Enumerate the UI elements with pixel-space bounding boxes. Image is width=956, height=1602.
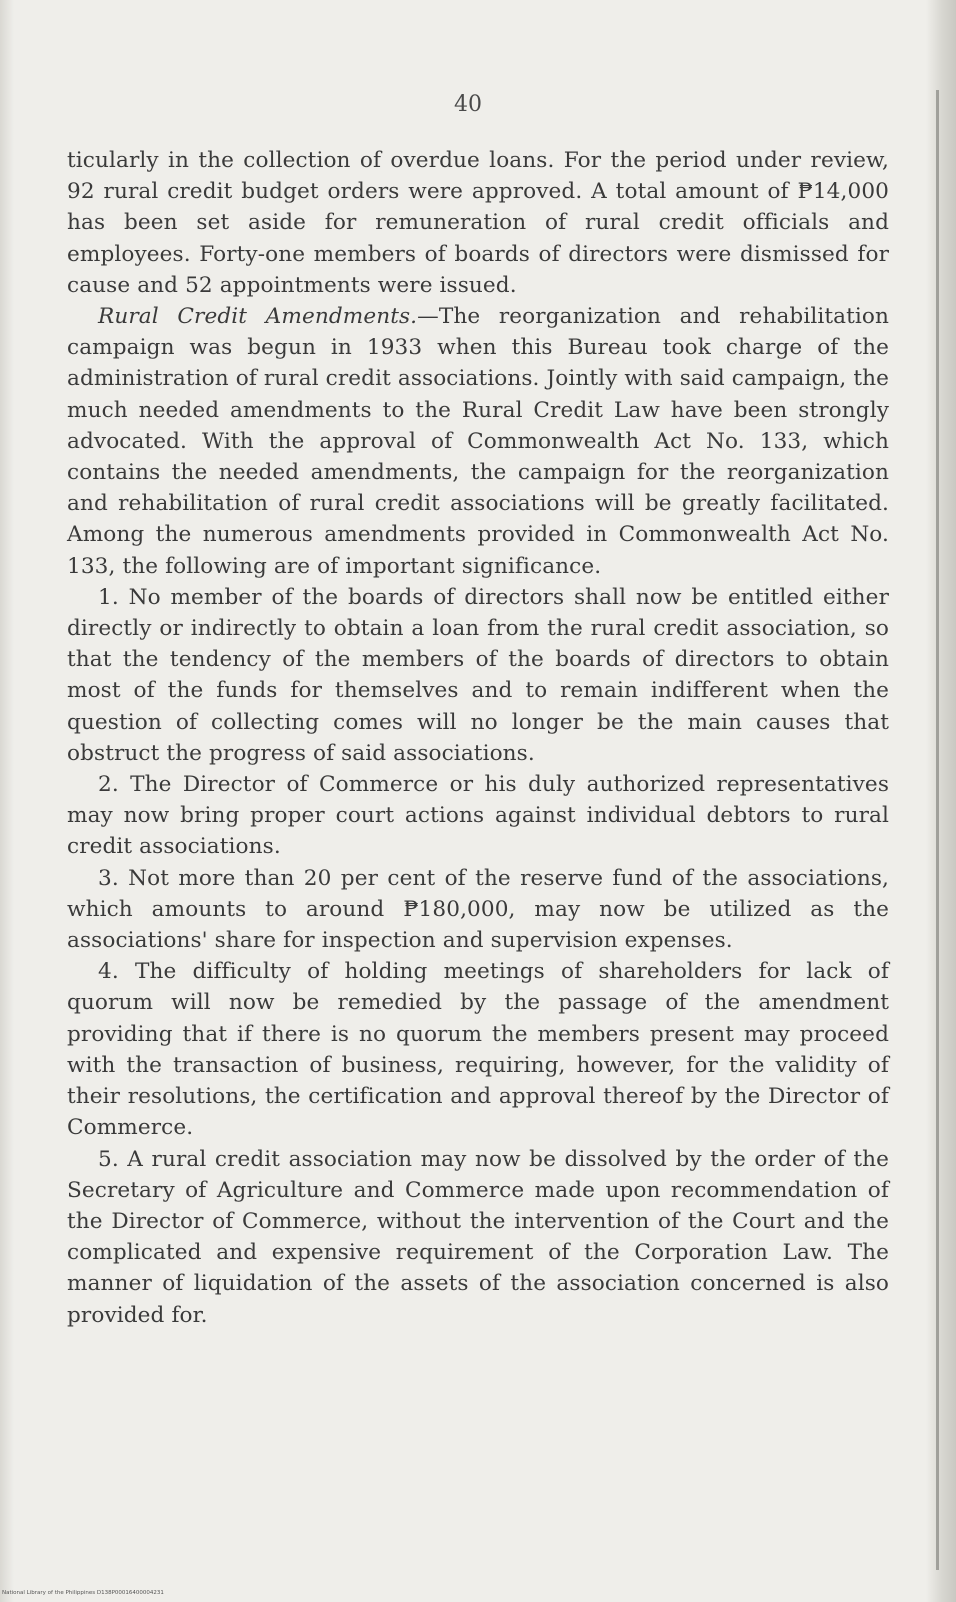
scan-edge-left — [0, 0, 14, 1602]
section-heading: Rural Credit Amendments. — [98, 304, 418, 330]
amendment-item-4: 4. The difficulty of holding meetings of shareholders for lack of quorum will now be remedied by the passage of the amendment providing that if there is no quorum the members present may proceed with the transaction of business, requiring, however, for the validity of their resolutions, the certification and approval thereof by the Director of Commerce. — [67, 959, 889, 1141]
page-number: 40 — [454, 92, 482, 117]
scan-footer-credit: National Library of the Philippines D138P00016400004231 — [2, 1590, 164, 1596]
amendment-item-3: 3. Not more than 20 per cent of the reserve fund of the associations, which amounts to around ₱180,000, may now be utilized as the associations' share for inspection and supervision expenses. — [67, 865, 889, 954]
amendment-item-2: 2. The Director of Commerce or his duly authorized representatives may now bring proper court actions against individual debtors to rural credit associations. — [67, 772, 889, 860]
amendment-item-1: 1. No member of the boards of directors shall now be entitled either directly or indirectly to obtain a loan from the rural credit association, so that the tendency of the members of the boards of directors to obtain most of the funds for themselves and to remain indifferent when the question of collecting comes will no longer be the main causes that obstruct the progress of said associations. — [67, 584, 889, 766]
scan-edge-right — [926, 0, 956, 1602]
page-body — [67, 145, 889, 1331]
paragraph-rural-credit-amendments — [67, 301, 889, 582]
binding-shadow — [936, 90, 939, 1570]
paragraph-continuation: ticularly in the collection of overdue loans. For the period under review, 92 rural credit budget orders were approved. A total amount of ₱14,000 has been set aside for remuneration of rural credit officials and employees. Forty-one members of boards of directors were dismissed for cause and 52 appointments were issued. — [67, 148, 889, 298]
amendment-item-5: 5. A rural credit association may now be dissolved by the order of the Secretary of Agriculture and Commerce made upon recommendation of the Director of Commerce, without the intervention of the Court and the complicated and expensive requirement of the Corporation Law. The manner of liquidation of the assets of the association concerned is also provided for. — [67, 1146, 889, 1328]
section-text: —The reorganization and rehabilitation campaign was begun in 1933 when this Bureau took charge of the administration of rural credit associations. Jointly with said campaign, the much needed amendments to the Rural Credit Law have been strongly advocated. With the approval of Commonwealth Act No. 133, which contains the needed amendments, the campaign for the reorganization and rehabilitation of rural credit associations will be greatly facilitated. Among the numerous amendments provided in Commonwealth Act No. 133, the following are of important significance. — [67, 304, 890, 579]
